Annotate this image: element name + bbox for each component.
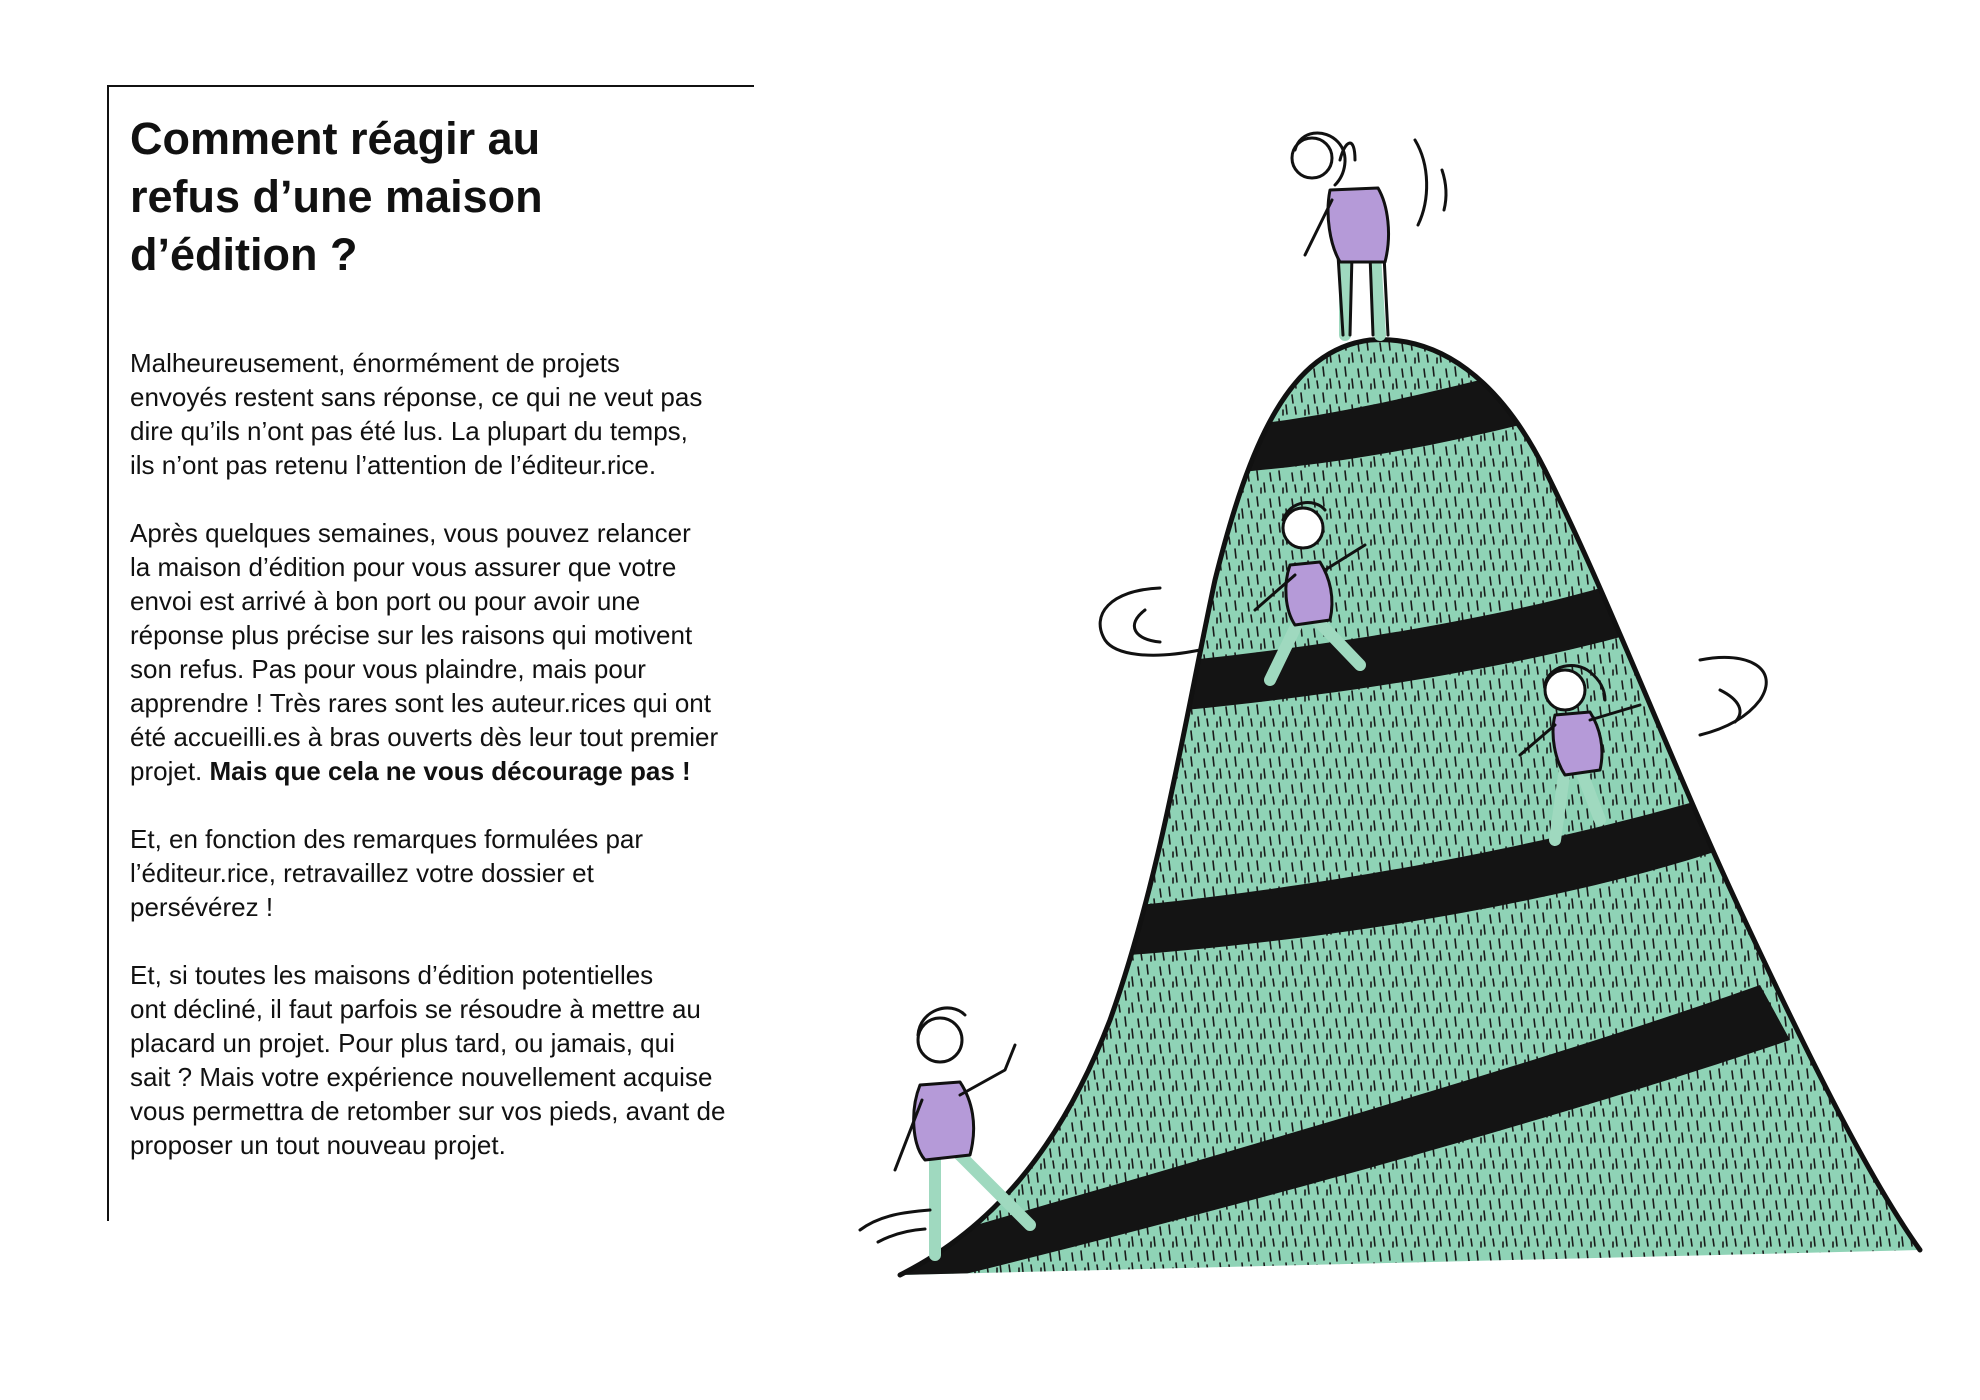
- text-line: envoyés restent sans réponse, ce qui ne veut pas: [130, 382, 703, 412]
- text-line: la maison d’édition pour vous assurer que votre: [130, 552, 677, 582]
- text-line: Et, si toutes les maisons d’édition potentielles: [130, 960, 654, 990]
- text-line: placard un projet. Pour plus tard, ou jamais, qui: [130, 1028, 675, 1058]
- text-line: sait ? Mais votre expérience nouvellement acquise: [130, 1062, 713, 1092]
- text-line: ont décliné, il faut parfois se résoudre à mettre au: [130, 994, 701, 1024]
- text-line: Après quelques semaines, vous pouvez relancer: [130, 518, 691, 548]
- text-line: Et, en fonction des remarques formulées par: [130, 824, 644, 854]
- mountain: [890, 340, 1920, 1290]
- paragraph-2: [130, 516, 790, 788]
- emphasis-text: Mais que cela ne vous décourage pas !: [209, 756, 691, 786]
- text-line: envoi est arrivé à bon port ou pour avoir une: [130, 586, 641, 616]
- text-line: réponse plus précise sur les raisons qui motivent: [130, 620, 693, 650]
- paragraph-1: [130, 346, 790, 482]
- body-text: [130, 346, 790, 1196]
- paragraph-3: [130, 822, 790, 924]
- text-line: apprendre ! Très rares sont les auteur.rices qui ont: [130, 688, 711, 718]
- emphasis-prefix: projet.: [130, 756, 210, 786]
- text-line: été accueilli.es à bras ouverts dès leur tout premier: [130, 722, 719, 752]
- text-line: persévérez !: [130, 892, 274, 922]
- text-line: dire qu’ils n’ont pas été lus. La plupart du temps,: [130, 416, 688, 446]
- text-line: ils n’ont pas retenu l’attention de l’éditeur.rice.: [130, 450, 657, 480]
- text-line: vous permettra de retomber sur vos pieds, avant de: [130, 1096, 726, 1126]
- page-title: [130, 110, 690, 284]
- frame-left-rule: [107, 85, 109, 1221]
- text-line: proposer un tout nouveau projet.: [130, 1130, 506, 1160]
- figure-summit: [1292, 133, 1389, 335]
- title-line: d’édition ?: [130, 229, 358, 280]
- text-line: son refus. Pas pour vous plaindre, mais pour: [130, 654, 646, 684]
- mountain-illustration: [830, 100, 1950, 1320]
- frame-top-rule: [107, 85, 754, 87]
- title-line: Comment réagir au: [130, 113, 541, 164]
- title-line: refus d’une maison: [130, 171, 543, 222]
- text-line: Malheureusement, énormément de projets: [130, 348, 620, 378]
- paragraph-4: [130, 958, 790, 1162]
- text-line: l’éditeur.rice, retravaillez votre dossier et: [130, 858, 594, 888]
